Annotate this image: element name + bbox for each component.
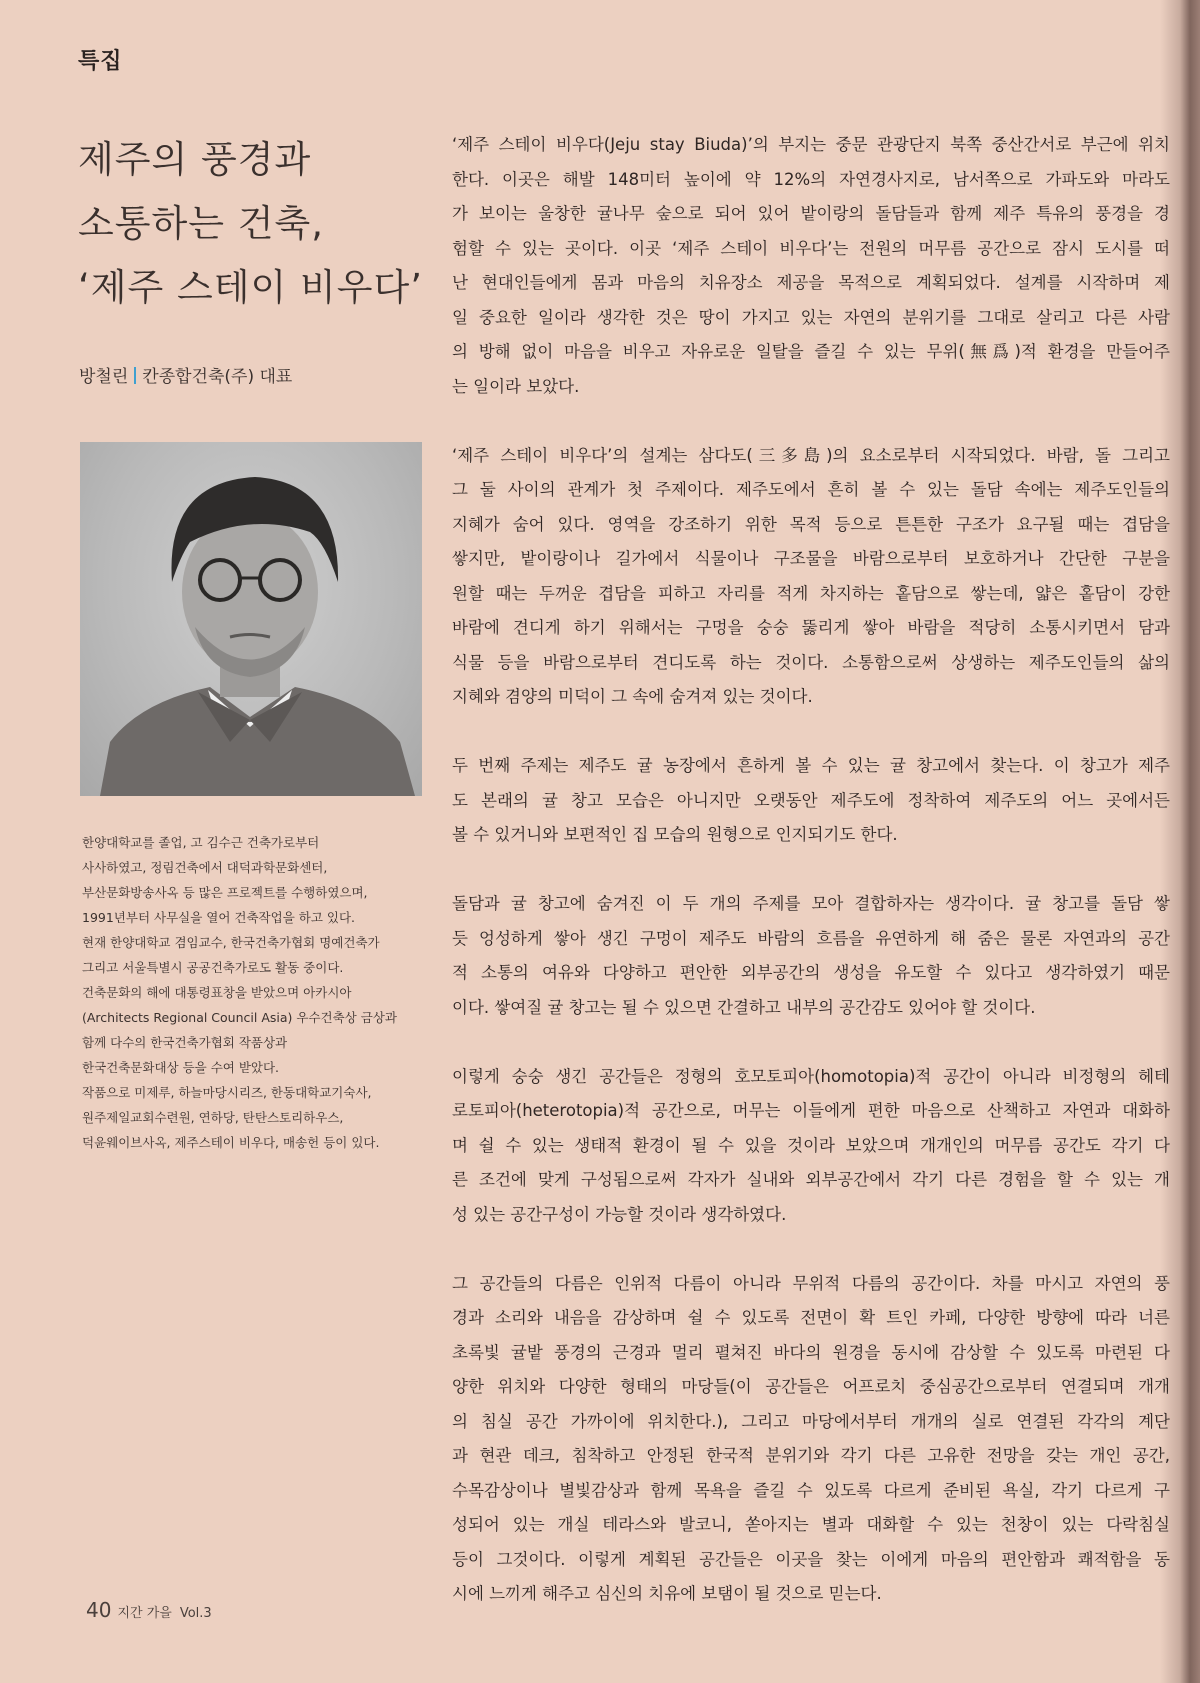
body-line: 이렇게 숭숭 생긴 공간들은 정형의 호모토피아(homotopia)적 공간이 아니라 비정형의 헤테 (452, 1066, 1170, 1086)
bio-line: 건축문화의 해에 대통령표창을 받았으며 아카시아 (82, 985, 352, 1000)
body-line: 한다. 이곳은 해발 148미터 높이에 약 12%의 자연경사지로, 남서쪽으로 가파도와 마라도 (452, 169, 1170, 189)
body-line: 과 현관 데크, 침착하고 안정된 한국적 분위기와 각기 다른 고유한 전망을 갖는 개인 공간, (452, 1446, 1170, 1465)
bio-line: (Architects Regional Council Asia) 우수건축상 금상과 (82, 1010, 397, 1025)
article-body (452, 128, 1170, 1646)
body-line: 의 침실 공간 가까이에 위치한다.), 그리고 마당에서부터 개개의 실로 연결된 각각의 계단 (452, 1411, 1170, 1431)
body-line: 험할 수 있는 곳이다. 이곳 ‘제주 스테이 비우다’는 전원의 머무름 공간으로 잠시 도시를 떠 (452, 238, 1170, 258)
body-line: 등이 그것이다. 이렇게 계획된 공간들은 이곳을 찾는 이에게 마음의 편안함과 쾌적함을 동 (452, 1549, 1170, 1569)
bio-line: 한양대학교를 졸업, 고 김수근 건축가로부터 (82, 835, 320, 850)
body-line: ‘제주 스테이 비우다’의 설계는 삼다도(三多島)의 요소로부터 시작되었다. 바람, 돌 그리고 (452, 445, 1170, 465)
body-line: 성 있는 공간구성이 가능할 것이라 생각하였다. (452, 1204, 787, 1224)
body-line: 성되어 있는 개실 테라스와 발코니, 쏟아지는 별과 대화할 수 있는 천창이 있는 다락침실 (452, 1515, 1170, 1534)
portrait-illustration-icon (80, 442, 422, 796)
bio-line: 사사하였고, 정림건축에서 대덕과학문화센터, (82, 860, 328, 875)
bio-line: 작품으로 미제루, 하늘마당시리즈, 한동대학교기숙사, (82, 1085, 372, 1100)
body-line: 의 방해 없이 마음을 비우고 자유로운 일탈을 즐길 수 있는 무위(無爲)적 환경을 만들어주 (452, 342, 1170, 361)
body-line: 른 조건에 맞게 구성됨으로써 각자가 실내와 외부공간에서 각기 다른 경험을 할 수 있는 개 (452, 1170, 1170, 1189)
byline (79, 362, 292, 387)
section-label: 특집 (78, 49, 123, 74)
body-line: 양한 위치와 다양한 형태의 마당들(이 공간들은 어프로치 중심공간으로부터 연결되며 개개 (452, 1377, 1170, 1396)
article-headline (78, 128, 423, 320)
paragraph (452, 1060, 1170, 1233)
body-line: 가 보이는 울창한 귤나무 숲으로 되어 있어 밭이랑의 돌담들과 함께 제주 특유의 풍경을 경 (452, 204, 1170, 223)
body-line: ‘제주 스테이 비우다(Jeju stay Biuda)’의 부지는 중문 관광단지 북쪽 중산간서로 부근에 위치 (452, 135, 1170, 154)
body-line: 돌담과 귤 창고에 숨겨진 이 두 개의 주제를 모아 결합하자는 생각이다. 귤 창고를 돌담 쌓 (452, 894, 1170, 913)
magazine-name: 지간 가을 (117, 1606, 172, 1621)
author-portrait-photo (80, 442, 422, 796)
page-number: 40 (86, 1598, 112, 1622)
headline-line: ‘제주 스테이 비우다’ (78, 266, 423, 309)
bio-line: 현재 한양대학교 겸임교수, 한국건축가협회 명예건축가 (82, 935, 380, 950)
headline-line: 제주의 풍경과 (78, 138, 312, 181)
bio-line: 부산문화방송사옥 등 많은 프로젝트를 수행하였으며, (82, 885, 368, 900)
body-line: 로토피아(heterotopia)적 공간으로, 머무는 이들에게 편한 마음으로 산책하고 자연과 대화하 (452, 1101, 1170, 1120)
bio-line: 그리고 서울특별시 공공건축가로도 활동 중이다. (82, 960, 344, 975)
headline-line: 소통하는 건축, (78, 202, 324, 245)
body-line: 원할 때는 두꺼운 겹담을 피하고 자리를 적게 차지하는 홑담으로 쌓는데, 얇은 홑담이 강한 (452, 583, 1170, 603)
body-line: 그 공간들의 다름은 인위적 다름이 아니라 무위적 다름의 공간이다. 차를 마시고 자연의 풍 (452, 1273, 1170, 1293)
body-line: 난 현대인들에게 몸과 마음의 치유장소 제공을 목적으로 계획되었다. 설계를 시작하며 제 (452, 273, 1170, 292)
paragraph (452, 887, 1170, 1025)
author-bio (82, 830, 442, 1155)
body-line: 듯 엉성하게 쌓아 생긴 구멍이 제주도 바람의 흐름을 유연하게 해 줌은 물론 자연과의 공간 (452, 928, 1170, 948)
body-line: 는 일이라 보았다. (452, 376, 580, 396)
body-line: 경과 소리와 내음을 감상하며 쉴 수 있도록 전면이 확 트인 카페, 다양한 방향에 따라 너른 (452, 1308, 1170, 1327)
author-name: 방철린 (79, 367, 129, 387)
body-line: 적 소통의 여유와 다양하고 편안한 외부공간의 생성을 유도할 수 있다고 생각하였기 때문 (452, 963, 1170, 982)
body-line: 식물 등을 바람으로부터 견디도록 하는 것이다. 소통함으로써 상생하는 제주도인들의 삶의 (452, 652, 1170, 672)
author-affiliation: 칸종합건축(주) 대표 (142, 367, 293, 387)
body-line: 도 본래의 귤 창고 모습은 아니지만 오랫동안 제주도에 정착하여 제주도의 어느 곳에서든 (452, 790, 1170, 810)
paragraph (452, 749, 1170, 853)
bio-line: 함께 다수의 한국건축가협회 작품상과 (82, 1035, 288, 1050)
body-line: 수목감상이나 별빛감상과 함께 목욕을 즐길 수 있도록 다르게 준비된 욕실, 각기 다르게 구 (452, 1480, 1170, 1500)
byline-separator (134, 367, 136, 384)
bio-line: 덕윤웨이브사옥, 제주스테이 비우다, 매송헌 등이 있다. (82, 1135, 380, 1150)
body-line: 일 중요한 일이라 생각한 것은 땅이 가지고 있는 자연의 분위기를 그대로 살리고 다른 사람 (452, 307, 1170, 327)
body-line: 이다. 쌓여질 귤 창고는 될 수 있으면 간결하고 내부의 공간감도 있어야 할 것이다. (452, 997, 1036, 1017)
body-line: 지혜가 숨어 있다. 영역을 강조하기 위한 목적 등으로 튼튼한 구조가 요구될 때는 겹담을 (452, 514, 1170, 534)
body-line: 쌓지만, 밭이랑이나 길가에서 식물이나 구조물을 바람으로부터 보호하거나 간단한 구분을 (452, 549, 1170, 568)
page-footer (86, 1598, 212, 1622)
bio-line: 1991년부터 사무실을 열어 건축작업을 하고 있다. (82, 910, 356, 925)
body-line: 며 쉴 수 있는 생태적 환경이 될 수 있을 것이라 보았으며 개개인의 머무름 공간도 각기 다 (452, 1135, 1170, 1155)
body-line: 시에 느끼게 해주고 심신의 치유에 보탬이 될 것으로 믿는다. (452, 1584, 882, 1603)
paragraph (452, 1267, 1170, 1612)
paragraph (452, 128, 1170, 404)
paragraph (452, 439, 1170, 715)
body-line: 바람에 견디게 하기 위해서는 구멍을 숭숭 뚫리게 쌓아 바람을 적당히 소통시키면서 담과 (452, 618, 1170, 637)
body-line: 그 둘 사이의 관계가 첫 주제이다. 제주도에서 흔히 볼 수 있는 돌담 속에는 제주도인들의 (452, 480, 1170, 499)
bio-line: 원주제일교회수련원, 연하당, 탄탄스토리하우스, (82, 1110, 344, 1125)
body-line: 지혜와 겸양의 미덕이 그 속에 숨겨져 있는 것이다. (452, 687, 813, 706)
bio-line: 한국건축문화대상 등을 수여 받았다. (82, 1060, 280, 1075)
body-line: 초록빛 귤밭 풍경의 근경과 멀리 펼쳐진 바다의 원경을 동시에 감상할 수 있도록 마련된 다 (452, 1342, 1170, 1362)
body-line: 두 번째 주제는 제주도 귤 농장에서 흔하게 볼 수 있는 귤 창고에서 찾는다. 이 창고가 제주 (452, 756, 1170, 775)
magazine-volume: Vol.3 (179, 1606, 212, 1621)
body-line: 볼 수 있거니와 보편적인 집 모습의 원형으로 인지되기도 한다. (452, 825, 898, 844)
